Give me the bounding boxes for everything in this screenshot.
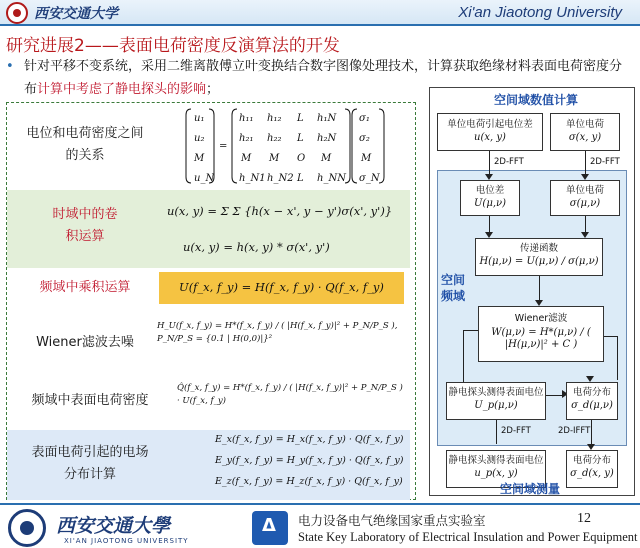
header-university-en: Xi'an Jiaotong University xyxy=(458,4,622,21)
ez-equation: E_z(f_x, f_y) = H_z(f_x, f_y) · Q(f_x, f_y) xyxy=(215,476,403,487)
arrow-10 xyxy=(591,420,592,444)
frequency-domain-label-1: 空间 xyxy=(441,273,466,287)
box-unit-charge xyxy=(550,113,620,151)
arrow-7 xyxy=(604,336,618,337)
row-frequency-label: 频域中乘积运算 xyxy=(39,280,131,295)
row-relation xyxy=(7,103,410,189)
matrix-u-3: u_N xyxy=(194,173,215,184)
convolution-equation-1: u(x, y) = Σ Σ {h(x − x', y − y')σ(x', y')} xyxy=(167,204,393,218)
spatial-measurement-label: 空间域测量 xyxy=(500,482,561,496)
arrow-6b xyxy=(463,330,464,382)
box-charge-dist-space xyxy=(566,450,618,488)
row-field-calc xyxy=(7,430,410,500)
box-unit-charge-freq-title: 单位电荷 xyxy=(565,185,604,196)
matrix-h-02: L xyxy=(297,113,304,124)
row-field-label-2: 分布计算 xyxy=(63,467,116,482)
arrow-6 xyxy=(463,330,478,331)
box-charge-dist-space-var: σ_d(x, y) xyxy=(570,468,614,479)
matrix-h-03: h₁N xyxy=(317,113,337,124)
row-convolution xyxy=(7,190,410,268)
matrix-u-0: u₁ xyxy=(194,113,205,124)
slide-footer xyxy=(0,503,640,548)
ex-equation: E_x(f_x, f_y) = H_x(f_x, f_y) · Q(f_x, f_y) xyxy=(215,434,404,445)
row-relation-label-1: 电位和电荷密度之间 xyxy=(26,126,144,141)
box-wiener-filter-title: Wiener滤波 xyxy=(514,313,568,324)
box-charge-dist-space-title: 电荷分布 xyxy=(572,455,611,466)
bullet-highlight: 计算中考虑了静电探头的影响 xyxy=(37,82,207,97)
matrix-u-1: u₂ xyxy=(194,133,205,144)
frequency-domain-label-2: 频域 xyxy=(441,289,466,303)
fft-label-2: 2D-FFT xyxy=(590,157,620,167)
box-charge-dist-freq-var: σ_d(μ,ν) xyxy=(571,400,613,411)
footer-lab-en: State Key Laboratory of Electrical Insulation and Power Equipment xyxy=(298,530,638,544)
lab-logo-icon xyxy=(252,511,288,545)
matrix-h-23: M xyxy=(321,153,332,164)
row-relation-label xyxy=(15,123,155,167)
box-probe-potential-freq xyxy=(446,382,546,420)
page-number: 12 xyxy=(577,511,591,526)
footer-university-en: XI'AN JIAOTONG UNIVERSITY xyxy=(64,537,189,545)
box-probe-potential-freq-title: 静电探头测得表面电位 xyxy=(448,387,544,398)
matrix-h-33: h_NN xyxy=(317,173,346,184)
matrix-u-2: M xyxy=(194,153,205,164)
university-seal-icon xyxy=(8,509,46,547)
arrow-8 xyxy=(546,395,562,396)
university-logo-icon xyxy=(6,2,28,24)
matrix-h-00: h₁₁ xyxy=(239,113,254,124)
matrix-sigma-2: M xyxy=(361,153,372,164)
matrix-h-20: M xyxy=(241,153,252,164)
box-potential-diff-var: U(μ,ν) xyxy=(474,198,506,209)
box-probe-potential-space-title: 静电探头测得表面电位 xyxy=(448,455,544,466)
box-unit-charge-title: 单位电荷 xyxy=(565,119,604,130)
bullet-end: ； xyxy=(206,82,220,97)
matrix-equation xyxy=(185,105,385,187)
row-convolution-label-2: 积运算 xyxy=(65,229,105,244)
qhat-equation: Q̂(f_x, f_y) = H*(f_x, f_y) / ( |H(f_x, f_y)|² + P_N/P_S ) · U(f_x, f_y) xyxy=(177,383,403,406)
bullet-text: 针对平移不变系统，采用二维离散傅立叶变换结合数字图像处理技术，计算获取绝缘材料表面电荷密度分布 xyxy=(24,59,623,97)
arrow-4 xyxy=(585,216,586,232)
slide-header xyxy=(0,0,640,26)
box-unit-charge-potential-var: u(x, y) xyxy=(474,132,506,143)
wiener-equation: H_U(f_x, f_y) = H*(f_x, f_y) / ( |H(f_x, f_y)|² + P_N/P_S ), P_N/P_S = {0.1 | H(0,0)|}² xyxy=(157,321,398,344)
row-relation-label-2: 的关系 xyxy=(65,148,105,163)
box-wiener-filter xyxy=(478,306,604,362)
box-charge-dist-freq xyxy=(566,382,618,420)
box-potential-diff-title: 电位差 xyxy=(475,185,505,196)
matrix-h-11: h₂₂ xyxy=(267,133,282,144)
row-frequency-product xyxy=(7,269,410,309)
box-probe-potential-space-var: u_p(x, y) xyxy=(474,468,518,479)
ifft-label: 2D-IFFT xyxy=(558,426,591,436)
matrix-h-10: h₂₁ xyxy=(239,133,254,144)
matrix-h-32: L xyxy=(297,173,304,184)
box-unit-charge-potential-title: 单位电荷引起电位差 xyxy=(447,119,533,130)
arrow-7b xyxy=(617,336,618,380)
fft-label-3: 2D-FFT xyxy=(501,426,531,436)
box-transfer-function-var: H(μ,ν) = U(μ,ν) / σ(μ,ν) xyxy=(479,256,599,267)
matrix-h-01: h₁₂ xyxy=(267,113,282,124)
box-unit-charge-freq xyxy=(550,180,620,216)
matrix-h-22: O xyxy=(297,153,306,164)
ey-equation: E_y(f_x, f_y) = H_y(f_x, f_y) · Q(f_x, f_y) xyxy=(215,455,404,466)
row-convolution-label xyxy=(15,204,155,248)
box-unit-charge-freq-var: σ(μ,ν) xyxy=(569,198,601,209)
row-wiener-label: Wiener滤波去噪 xyxy=(36,335,134,350)
box-transfer-function-title: 传递函数 xyxy=(519,243,558,254)
header-university-cn: 西安交通大学 xyxy=(34,6,118,22)
bullet-icon: • xyxy=(6,59,14,74)
row-surface-charge xyxy=(7,372,410,432)
row-convolution-label-1: 时域中的卷 xyxy=(52,207,118,222)
matrix-sigma-1: σ₂ xyxy=(359,133,370,144)
matrix-h-31: h_N2 xyxy=(267,173,294,184)
fft-label-1: 2D-FFT xyxy=(494,157,524,167)
svg-text:=: = xyxy=(219,141,228,152)
frequency-equation: U(f_x, f_y) = H(f_x, f_y) · Q(f_x, f_y) xyxy=(179,280,384,294)
arrow-1 xyxy=(489,151,490,174)
box-probe-potential-freq-var: U_p(μ,ν) xyxy=(474,400,518,411)
box-wiener-filter-var: W(μ,ν) = H*(μ,ν) / ( |H(μ,ν)|² + C ) xyxy=(491,327,591,350)
footer-lab-cn: 电力设备电气绝缘国家重点实验室 xyxy=(298,513,486,528)
box-unit-charge-var: σ(x, y) xyxy=(568,132,602,143)
box-transfer-function xyxy=(475,238,603,276)
box-potential-diff xyxy=(460,180,520,216)
flowchart-title: 空间域数值计算 xyxy=(494,93,579,107)
matrix-sigma-0: σ₁ xyxy=(359,113,370,124)
arrow-5 xyxy=(539,276,540,300)
frequency-domain-label xyxy=(441,272,465,304)
arrow-3 xyxy=(489,216,490,232)
convolution-equation-2: u(x, y) = h(x, y) * σ(x', y') xyxy=(183,240,330,254)
matrix-sigma-3: σ_N xyxy=(359,173,380,184)
box-charge-dist-freq-title: 电荷分布 xyxy=(572,387,611,398)
slide-title: 研究进展2——表面电荷密度反演算法的开发 xyxy=(6,36,340,56)
footer-university-cn: 西安交通大學 xyxy=(56,515,171,537)
box-unit-charge-potential xyxy=(437,113,543,151)
matrix-h-12: L xyxy=(297,133,304,144)
matrix-h-30: h_N1 xyxy=(239,173,266,184)
arrow-9 xyxy=(496,420,497,444)
row-surface-charge-label: 频域中表面电荷密度 xyxy=(31,393,149,408)
matrix-h-13: h₂N xyxy=(317,133,337,144)
matrix-h-21: M xyxy=(269,153,280,164)
row-field-label xyxy=(15,442,165,486)
row-wiener xyxy=(7,312,410,372)
arrow-2 xyxy=(585,151,586,174)
row-field-label-1: 表面电荷引起的电场 xyxy=(31,445,149,460)
